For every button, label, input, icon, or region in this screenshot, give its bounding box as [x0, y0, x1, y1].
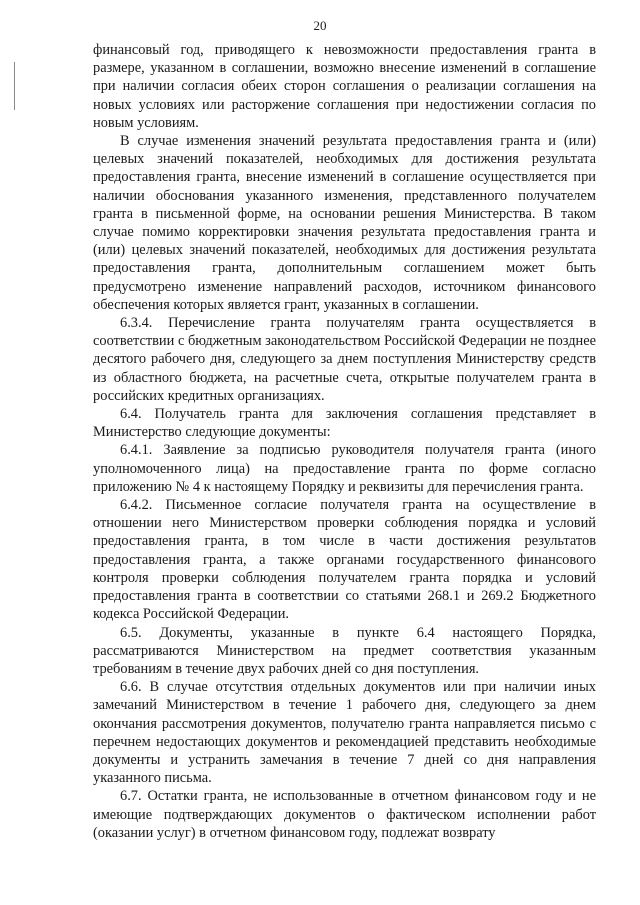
page-number: 20 — [313, 18, 327, 33]
paragraph-6-4: 6.4. Получатель гранта для заключения соглашения представляет в Министерство следующие документы: — [93, 406, 596, 441]
paragraph-change-of-results: В случае изменения значений результата предоставления гранта и (или) целевых значений показателей, необходимых для достижения результата предоставления гранта, внесение изменений в соглашение осуществляется при наличии обоснования указанного изменения, представленного получателем гранта в письменной форме, на основании решения Министерства. В таком случае помимо корректировки значения результата предоставления гранта и (или) целевых значений показателей, необходимых для достижения результата предоставления гранта, дополнительным соглашением может быть предусмотрено изменение направлений расходов, источником финансового обеспечения которых является грант, указанных в соглашении. — [93, 133, 596, 313]
paragraph-6-7: 6.7. Остатки гранта, не использованные в отчетном финансовом году и не имеющие подтверждающих документов о фактическом исполнении работ (оказании услуг) в отчетном финансовом году, подлежат возврату — [93, 788, 596, 841]
paragraph-6-6: 6.6. В случае отсутствия отдельных документов или при наличии иных замечаний Министерством в течение 1 рабочего дня, следующего за днем окончания рассмотрения документов, получателю гранта направляется письмо с перечнем недостающих документов и рекомендацией представить необходимые документы и устранить замечания в течение 7 дней со дня направления указанного письма. — [93, 679, 596, 787]
paragraph-6-4-2: 6.4.2. Письменное согласие получателя гранта на осуществление в отношении него Министерством проверки соблюдения порядка и условий предоставления гранта, в том числе в части достижения результатов предоставления гранта, а также органами государственного финансового контроля проверки соблюдения получателем гранта порядка и условий предоставления гранта в соответствии со статьями 268.1 и 269.2 Бюджетного кодекса Российской Федерации. — [93, 497, 596, 623]
paragraph-6-4-1: 6.4.1. Заявление за подписью руководителя получателя гранта (иного уполномоченного лица) на предоставление гранта по форме согласно приложению № 4 к настоящему Порядку и реквизиты для перечисления гранта. — [93, 442, 596, 495]
margin-mark — [14, 62, 15, 110]
paragraph-continuation: финансовый год, приводящего к невозможности предоставления гранта в размере, указанном в соглашении, возможно внесение изменений в соглашение при наличии согласия обеих сторон соглашения о реализации соглашения на новых условиях или расторжение соглашения при недостижении согласия по новым условиям. — [93, 42, 596, 131]
document-body — [93, 41, 596, 842]
paragraph-6-3-4: 6.3.4. Перечисление гранта получателям гранта осуществляется в соответствии с бюджетным законодательством Российской Федерации не позднее десятого рабочего дня, следующего за днем поступления Министерству средств из областного бюджета, на расчетные счета, открытые получателем гранта в российских кредитных организациях. — [93, 315, 596, 404]
paragraph-6-5: 6.5. Документы, указанные в пункте 6.4 настоящего Порядка, рассматриваются Министерством на предмет соответствия указанным требованиям в течение двух рабочих дней со дня поступления. — [93, 624, 596, 677]
